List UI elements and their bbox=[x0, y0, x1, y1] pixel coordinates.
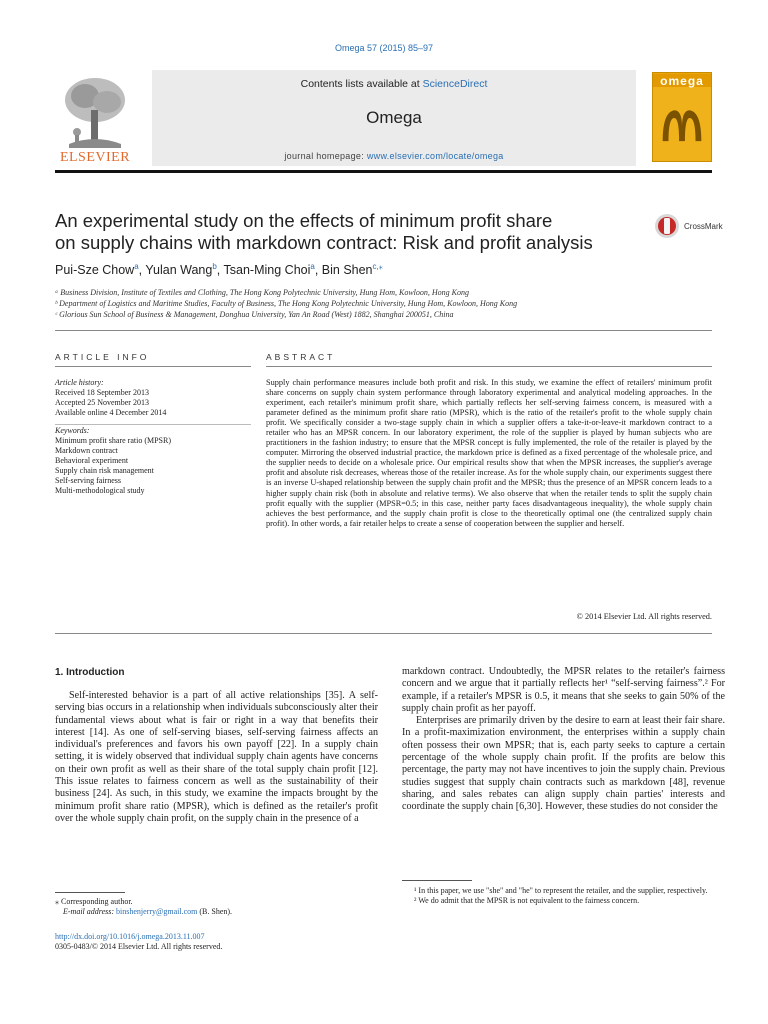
email-suffix: (B. Shen). bbox=[197, 907, 233, 916]
abstract-text: Supply chain performance measures include both profit and risk. In this study, we examine the effect of retailers' minimum profit share concerns on supply chain system performance through laboratory experimental and analytical modeling approaches. In the experiment, each retailer's minimum profit share, which partially reflects her self-serving fairness concern, is measured with a parameter defined as the minimum profit share ratio (MPSR), which is the ratio of the retailer's profit to the whole supply chain profit. We specifically consider a two-stage supply chain in which a supplier offers a take-it-or-leave-it markdown contract to a retailer who has an MPSR concern. In our laboratory experiment, the role of the supplier is played by human subjects who are practitioners in the fashion industry; to ensure that the MPSR concept is fully implemented, the role of the retailer is played by the computer. Mirroring the observed industrial practice, the markdown price is defined as a fixed percentage of the wholesale price, and the supplier needs to decide on a wholesale price. Our empirical results show that when the MPSR increases, the supplier's average profit and absolute risk decreases, whereas those of the retailer increase. As for the whole supply chain, our experiments suggest there is an inverse U-shaped relationship between the supply chain profit and the MPSR; thus the presence of an MPSR concern leads to a higher supply chain risk (both in absolute and relative terms). We also observe that when the retailer tends to split the supply chain profit equally with the supplier (MPSR=0.5; in this case, neither party faces disadvantageous inequality), the whole supply chain achieves the best performance, and the supply chain profit is close to the theoretically optimal one (the centralized supply chain profit). In other words, a fair retailer helps to create a sense of cooperation between the supplier and herself. bbox=[266, 378, 712, 528]
doi-link[interactable]: http://dx.doi.org/10.1016/j.omega.2013.11.007 bbox=[55, 932, 205, 941]
homepage-prefix: journal homepage: bbox=[284, 151, 367, 161]
body-paragraph: Enterprises are primarily driven by the desire to earn at least their fair share. In a profit-maximization environment, the enterprises within a supply chain often possess their own MPSR; that is, each party seeks to capture a certain percentage of the whole supply chain profit. If the profits are below this percentage, the party may not have incentives to join the supply chain. Previous studies suggest that supply chain contracts such as markdown [48], revenue sharing, and sales rebates can align supply chain parties' interests and coordinate the supply chain [6,30]. However, these studies do not consider the bbox=[402, 715, 725, 813]
doi-block bbox=[55, 932, 378, 952]
contents-line bbox=[152, 78, 636, 90]
article-info-heading: ARTICLE INFO bbox=[55, 352, 150, 362]
footnote-divider-right bbox=[402, 880, 472, 881]
sciencedirect-link[interactable]: ScienceDirect bbox=[422, 78, 488, 90]
author-affiliation-marker[interactable]: c,⁎ bbox=[372, 262, 383, 271]
email-link[interactable]: binshenjerry@gmail.com bbox=[116, 907, 198, 916]
author-name[interactable]: Bin Shen bbox=[321, 263, 373, 278]
affiliation-a: ᵃ Business Division, Institute of Textiles and Clothing, The Hong Kong Polytechnic University, Hung Hom, Kowloon, Hong Kong bbox=[55, 288, 469, 297]
section-heading-introduction: 1. Introduction bbox=[55, 667, 125, 678]
journal-title: Omega bbox=[366, 108, 422, 127]
author-list: Pui-Sze Chow$^a$, Yulan Wang$^b$, Tsan-Ming Choi$^a$, Bin Shen$^{c,⁎}$ bbox=[55, 262, 383, 278]
journal-reference[interactable]: Omega 57 (2015) 85–97 bbox=[334, 43, 434, 53]
author-affiliation-marker[interactable]: b bbox=[212, 262, 217, 271]
author-name[interactable]: Tsan-Ming Choi bbox=[223, 263, 311, 278]
keyword-item: Minimum profit share ratio (MPSR) bbox=[55, 436, 171, 445]
cover-journal-name: omega bbox=[660, 74, 704, 88]
footnotes-right bbox=[402, 886, 725, 906]
keyword-item: Multi-methodological study bbox=[55, 486, 145, 495]
homepage-line bbox=[152, 151, 636, 161]
keyword-item: Markdown contract bbox=[55, 446, 118, 455]
keyword-item: Behavioral experiment bbox=[55, 456, 129, 465]
elsevier-wordmark: ELSEVIER bbox=[59, 150, 131, 165]
corresponding-author-label: ⁎ Corresponding author. bbox=[55, 897, 133, 906]
contents-prefix: Contents lists available at bbox=[300, 78, 423, 90]
abstract-bottom-divider bbox=[55, 633, 712, 634]
affiliation-c: ᶜ Glorious Sun School of Business & Management, Donghua University, Yan An Road (West) 1882, Shanghai 200051, China bbox=[55, 310, 454, 319]
history-online: Available online 4 December 2014 bbox=[55, 408, 167, 417]
article-info-divider bbox=[55, 366, 251, 367]
email-label: E-mail address: bbox=[63, 907, 117, 916]
article-info-block bbox=[55, 378, 251, 496]
article-info-mid-divider bbox=[55, 424, 251, 425]
author-name[interactable]: Yulan Wang bbox=[145, 263, 213, 278]
history-label: Article history: bbox=[55, 378, 104, 387]
issn-copyright: 0305-0483/© 2014 Elsevier Ltd. All rights reserved. bbox=[55, 942, 223, 951]
paper-title-line-1: An experimental study on the effects of minimum profit share bbox=[55, 210, 553, 231]
homepage-link[interactable]: www.elsevier.com/locate/omega bbox=[366, 151, 504, 161]
abstract-heading: ABSTRACT bbox=[266, 352, 336, 362]
abstract-divider bbox=[266, 366, 712, 367]
paper-title-line-2: on supply chains with markdown contract: Risk and profit analysis bbox=[55, 232, 593, 253]
affiliation-b: ᵇ Department of Logistics and Maritime Studies, Faculty of Business, The Hong Kong Polytechnic University, Hung Hom, Kowloon, Hong Kong bbox=[55, 299, 518, 308]
keyword-item: Supply chain risk management bbox=[55, 466, 154, 475]
body-left-column: Self-interested behavior is a part of all active relationships [35]. A self-serving bias occurs in a relationship when individuals subconsciously alter their fundamental views about what is fair or right in a way that benefits their interest [14]. As one of self-serving biases, self-serving fairness affects an individual's preferences and favors his own payoff [22]. In a supply chain setting, it is widely observed that individual supply chain agents have concerns on their own profit as well as their share of the total supply chain profit [12]. This issue relates to fairness concern as well as the sustainability of their business [24]. As such, in this study, we examine the impacts brought by the minimum profit share ratio (MPSR), which is defined as the retailer's profit over the whole supply chain profit, on the supply chain in the presence of a bbox=[55, 690, 378, 824]
history-accepted: Accepted 25 November 2013 bbox=[55, 398, 149, 407]
paper-title bbox=[55, 210, 635, 254]
footnote-1: ¹ In this paper, we use "she" and "he" to represent the retailer, and the supplier, respectively. bbox=[414, 886, 708, 895]
author-affiliation-marker[interactable]: a bbox=[310, 262, 315, 271]
header-divider bbox=[55, 170, 712, 173]
body-right-column bbox=[402, 666, 725, 814]
abstract-copyright: © 2014 Elsevier Ltd. All rights reserved. bbox=[576, 612, 712, 621]
footnote-divider-left bbox=[55, 892, 125, 893]
crossmark-label[interactable]: CrossMark bbox=[684, 222, 723, 231]
affiliation-divider bbox=[55, 330, 712, 331]
keywords-label: Keywords: bbox=[55, 426, 90, 435]
body-paragraph: markdown contract. Undoubtedly, the MPSR relates to the retailer's fairness concern and we argue that it partially reflects her¹ “self-serving fairness”.² For example, if a retailer's MPSR is 0.5, it means that she seeks to gain 50% of the supply chain profit as her payoff. bbox=[402, 666, 725, 714]
history-received: Received 18 September 2013 bbox=[55, 388, 149, 397]
author-name[interactable]: Pui-Sze Chow bbox=[55, 263, 135, 278]
keyword-item: Self-serving fairness bbox=[55, 476, 121, 485]
author-affiliation-marker[interactable]: a bbox=[134, 262, 139, 271]
corresponding-author-note bbox=[55, 897, 378, 917]
footnote-2: ² We do admit that the MPSR is not equivalent to the fairness concern. bbox=[414, 896, 640, 905]
